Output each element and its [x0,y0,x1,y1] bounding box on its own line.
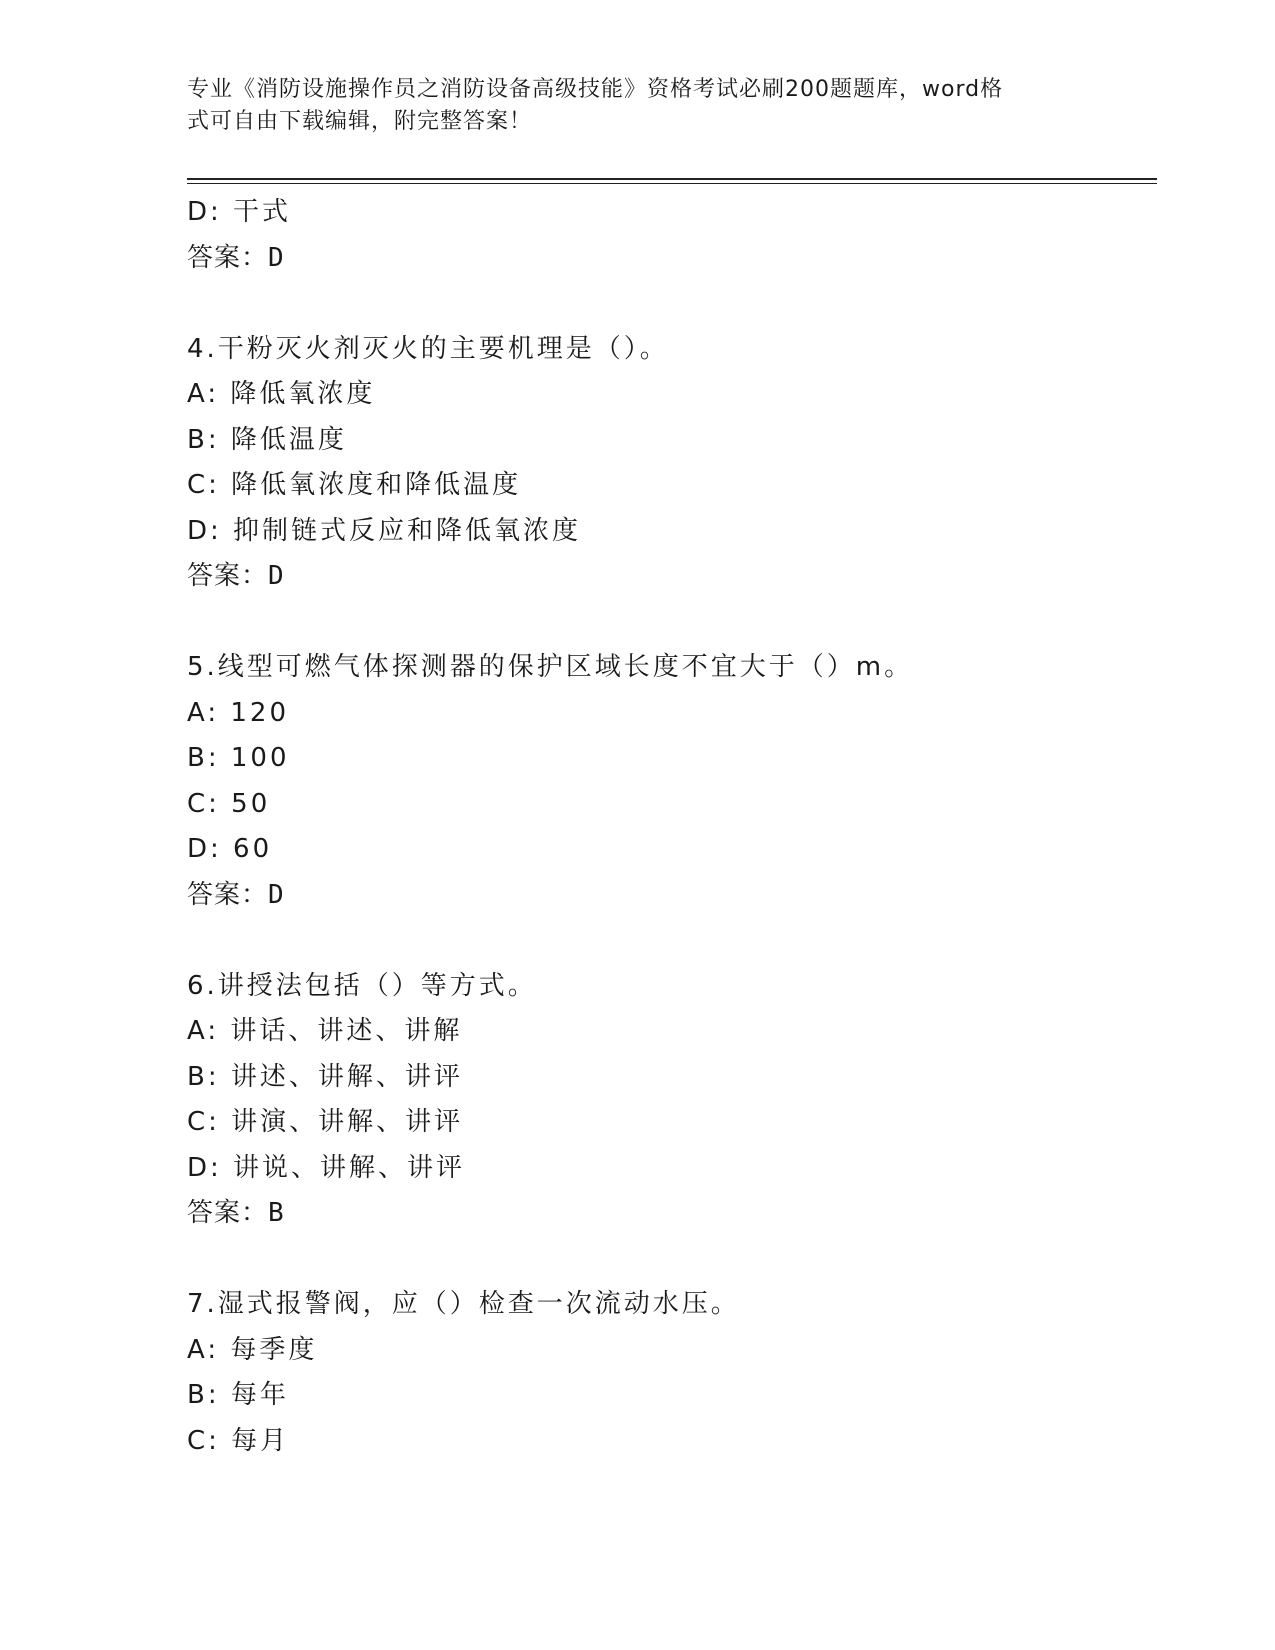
question-6-answer: 答案：B [187,1198,285,1228]
question-4-stem: 4.干粉灭火剂灭火的主要机理是（）。 [187,333,669,364]
document-header [187,74,1067,138]
question-4-option-c: C: 降低氧浓度和降低温度 [187,470,522,500]
question-3-option-d: D: 干式 [187,197,292,227]
question-4-answer: 答案：D [187,561,285,591]
question-6-option-d: D: 讲说、讲解、讲评 [187,1152,466,1183]
question-4-option-d: D: 抑制链式反应和降低氧浓度 [187,515,582,546]
header-divider-thick [187,178,1157,180]
question-5-option-a: A: 120 [187,697,289,728]
question-5-option-d: D: 60 [187,834,273,864]
header-divider-thin [187,183,1157,184]
question-5-answer: 答案：D [187,879,285,910]
question-4-option-b: B: 降低温度 [187,424,347,455]
header-line-1: 专业《消防设施操作员之消防设备高级技能》资格考试必刷200题题库，word格 [187,77,1004,102]
question-7-option-b: B: 每年 [187,1380,289,1410]
spacer [187,600,1147,646]
spacer [187,1237,1147,1283]
question-list [187,190,1147,1464]
question-6-option-c: C: 讲演、讲解、讲评 [187,1107,464,1137]
question-7-option-a: A: 每季度 [187,1334,318,1365]
question-7-stem: 7.湿式报警阀，应（）检查一次流动水压。 [187,1289,740,1319]
question-6-option-a: A: 讲话、讲述、讲解 [187,1016,463,1046]
question-6-stem: 6.讲授法包括（）等方式。 [187,970,537,1001]
question-5-option-c: C: 50 [187,788,271,819]
question-7-option-c: C: 每月 [187,1425,290,1456]
question-6-option-b: B: 讲述、讲解、讲评 [187,1061,463,1092]
spacer [187,281,1147,327]
spacer [187,918,1147,964]
question-5-stem: 5.线型可燃气体探测器的保护区域长度不宜大于（）m。 [187,652,914,682]
question-3-answer: 答案：D [187,242,285,273]
question-4-option-a: A: 降低氧浓度 [187,379,376,409]
header-line-2: 式可自由下载编辑，附完整答案！ [187,109,533,134]
question-5-option-b: B: 100 [187,743,290,773]
